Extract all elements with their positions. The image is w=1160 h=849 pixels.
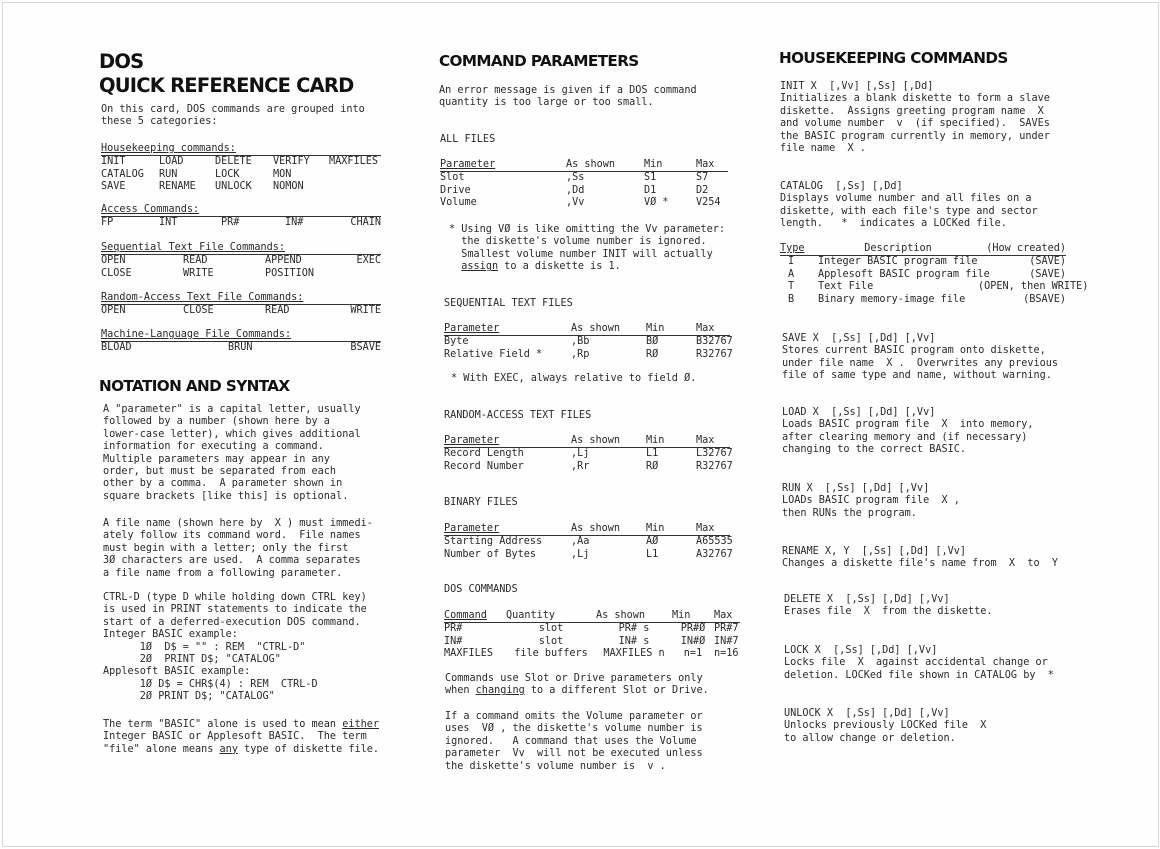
intro-text: On this card, DOS commands are grouped into these 5 categories: — [101, 104, 365, 128]
table-cell: IN#Ø — [680, 635, 706, 647]
table-cell: ,Dd — [566, 184, 585, 196]
table-cell: VØ * — [644, 197, 669, 209]
rename-entry: RENAME X, Y [,Ss] [,Dd] [,Vv] Changes a diskette file's name from X to Y — [782, 546, 1059, 570]
cmd-name — [329, 169, 381, 181]
dos-commands-label: DOS COMMANDS — [444, 584, 518, 595]
table-cell: file buffers — [514, 648, 588, 660]
table-cell: (SAVE) — [1029, 268, 1066, 280]
table-cell: IN# s — [618, 635, 650, 647]
table-cell: slot — [538, 623, 564, 635]
table-cell: IN# — [444, 635, 463, 647]
col-header: Parameter — [444, 323, 500, 334]
group-access — [101, 204, 381, 230]
col-header: Parameter — [444, 435, 500, 446]
table-cell: Number of Bytes — [444, 548, 537, 560]
table-cell: BØ — [646, 336, 659, 348]
table-cell: Starting Address — [444, 536, 543, 548]
table-cell: ,Ss — [566, 172, 585, 184]
cmd-name: BRUN — [228, 342, 253, 354]
table-cell: slot — [538, 635, 564, 647]
cmd-name: LOCK — [215, 168, 240, 180]
group-sequential — [101, 242, 381, 280]
col-header: Min — [646, 323, 665, 334]
cmd-name: EXEC — [356, 255, 381, 267]
table-cell: D2 — [696, 184, 709, 196]
card-title-line1: DOS — [99, 50, 144, 73]
dos-commands-table — [444, 610, 740, 661]
cmd-name: CHAIN — [350, 217, 381, 229]
col-header: As shown — [571, 435, 621, 446]
table-cell: (BSAVE) — [1023, 293, 1066, 305]
cmd-name: READ — [265, 305, 290, 317]
catalog-entry: CATALOG [,Ss] [,Dd] Displays volume number and all files on a diskette, with each file's type and sector length. * indicates a LOCKed file. — [780, 181, 1038, 230]
lock-entry: LOCK X [,Ss] [,Dd] [,Vv] Locks file X against accidental change or deletion. LOCKed file shown in CATALOG by * — [784, 645, 1054, 681]
table-cell: ,Rp — [571, 348, 590, 360]
table-cell: S7 — [696, 172, 709, 184]
table-cell: A32767 — [696, 548, 733, 560]
table-cell: Binary memory-image file — [818, 293, 966, 305]
col-header: Min — [646, 523, 665, 534]
table-cell: ,Rr — [571, 460, 590, 472]
col-header: Command — [444, 610, 487, 621]
cmd-name: CLOSE — [183, 305, 214, 317]
cmd-name: WRITE — [350, 305, 381, 317]
table-cell: (SAVE) — [1029, 256, 1066, 268]
cmd-name — [329, 181, 381, 193]
table-cell: ,Lj — [571, 448, 590, 460]
table-cell: A65535 — [696, 536, 733, 548]
file-type-table — [780, 243, 1089, 306]
cmd-name: LOAD — [159, 156, 184, 168]
table-cell: R32767 — [696, 348, 733, 360]
col-header: As shown — [571, 523, 621, 534]
table-cell: B32767 — [696, 336, 733, 348]
table-cell: L32767 — [696, 448, 733, 460]
table-cell: Volume — [440, 197, 477, 209]
cmd-name: POSITION — [265, 267, 315, 279]
group-random-access — [101, 292, 381, 318]
table-cell: ,Vv — [566, 197, 585, 209]
notation-heading: NOTATION AND SYNTAX — [99, 377, 290, 395]
notation-paragraph-2: A file name (shown here by X ) must immedi- ately follow its command word. File names must begin with a letter; only the first 3Ø characters are used. A comma separates a file name from a following parameter. — [103, 518, 373, 579]
col-header: Parameter — [440, 159, 496, 170]
col-header: Description — [864, 243, 932, 254]
col-header: Quantity — [506, 610, 556, 621]
table-cell: A — [788, 268, 795, 280]
table-cell: T — [788, 281, 795, 293]
table-cell: ,Bb — [571, 336, 590, 348]
volume-note: If a command omits the Volume parameter or uses VØ , the diskette's volume number is ignored. A command that uses the Volume parameter Vv will not be executed unless the diskette's volume number is v . — [445, 711, 703, 772]
table-cell: AØ — [646, 536, 659, 548]
col-header: Parameter — [444, 523, 500, 534]
cmd-name: APPEND — [265, 255, 302, 267]
table-cell: (OPEN, then WRITE) — [978, 281, 1089, 293]
table-cell: Relative Field * — [444, 348, 543, 360]
col-header: As shown — [596, 610, 646, 621]
col-header: Type — [780, 243, 805, 254]
col-header: (How created) — [986, 243, 1066, 254]
parameters-heading: COMMAND PARAMETERS — [439, 52, 639, 70]
group-heading: Random-Access Text File Commands: — [101, 292, 304, 303]
table-cell: R32767 — [696, 460, 733, 472]
table-cell: n=16 — [714, 648, 739, 660]
table-cell: RØ — [646, 348, 659, 360]
emphasis-assign: assign — [461, 261, 499, 273]
load-entry: LOAD X [,Ss] [,Dd] [,Vv] Loads BASIC program file X into memory, after clearing memory and (if necessary) changing to the correct BASIC. — [782, 407, 1034, 456]
cmd-name: INT — [159, 217, 178, 229]
table-cell: Integer BASIC program file — [818, 256, 978, 268]
cmd-name — [345, 268, 381, 280]
col-header: Max — [696, 159, 715, 170]
table-cell: Record Number — [444, 460, 524, 472]
table-cell: L1 — [646, 448, 659, 460]
slot-drive-note: Commands use Slot or Drive parameters only when changing to a different Slot or Drive. — [445, 673, 709, 697]
notation-paragraph-1: A "parameter" is a capital letter, usually followed by a number (shown here by a lower-case letter), which gives additional information for executing a command. Multiple parameters may appear in any order, but must be separated from each other by a comma. A parameter shown in square brackets [like this] is optional. — [103, 404, 361, 502]
cmd-name: WRITE — [183, 267, 214, 279]
table-cell: RØ — [646, 460, 659, 472]
reference-card — [2, 2, 1159, 847]
delete-entry: DELETE X [,Ss] [,Dd] [,Vv] Erases file X from the diskette. — [784, 594, 993, 618]
table-cell: IN#7 — [714, 635, 739, 647]
parameters-intro: An error message is given if a DOS command quantity is too large or too small. — [439, 85, 697, 109]
cmd-name: BLOAD — [101, 342, 132, 354]
random-access-table — [444, 435, 733, 473]
cmd-name: OPEN — [101, 255, 126, 267]
binary-files-table — [444, 523, 733, 561]
emphasis-either: either — [342, 719, 380, 730]
table-cell: B — [788, 293, 795, 305]
cmd-name: RUN — [159, 168, 178, 180]
cmd-name: OPEN — [101, 305, 126, 317]
emphasis-any: any — [219, 743, 238, 755]
cmd-name: READ — [183, 255, 208, 267]
cmd-name: UNLOCK — [215, 181, 252, 193]
table-cell: PR# — [444, 623, 463, 635]
table-cell: PR# s — [618, 623, 650, 635]
col-header: Max — [696, 523, 715, 534]
group-machine-language — [101, 329, 381, 355]
table-cell: S1 — [644, 172, 657, 184]
all-files-table — [440, 159, 728, 210]
emphasis-changing: changing — [475, 685, 525, 697]
table-cell: Byte — [444, 336, 469, 348]
random-access-label: RANDOM-ACCESS TEXT FILES — [444, 410, 592, 421]
housekeeping-heading: HOUSEKEEPING COMMANDS — [779, 49, 1008, 67]
group-housekeeping — [101, 143, 381, 194]
cmd-name: INIT — [101, 156, 126, 168]
col-header: As shown — [571, 323, 621, 334]
binary-files-label: BINARY FILES — [444, 497, 518, 508]
all-files-label: ALL FILES — [440, 134, 496, 145]
col-header: Max — [714, 610, 733, 621]
col-header: As shown — [566, 159, 616, 170]
table-cell: Drive — [440, 184, 471, 196]
col-header: Max — [696, 323, 715, 334]
table-cell: D1 — [644, 184, 657, 196]
group-heading: Housekeeping commands: — [101, 143, 236, 154]
group-heading: Machine-Language File Commands: — [101, 329, 292, 340]
notation-paragraph-3: CTRL-D (type D while holding down CTRL key) is used in PRINT statements to indicate the start of a deferred-execution DOS command. Integer BASIC example: 1Ø D$ = "" : REM "CTRL-D" 2Ø PRINT D$; "CATALOG" Applesoft BASIC example: 1Ø D$ = CHR$(4) : REM CTRL-D 2Ø PRINT D$; "CATALOG" — [103, 592, 367, 703]
unlock-entry: UNLOCK X [,Ss] [,Dd] [,Vv] Unlocks previously LOCKed file X to allow change or deletion. — [784, 708, 987, 744]
table-cell: Applesoft BASIC program file — [818, 268, 990, 280]
cmd-name: DELETE — [215, 156, 252, 168]
cmd-name: RENAME — [159, 181, 196, 193]
cmd-name: PR# — [221, 217, 240, 229]
cmd-name: IN# — [285, 217, 304, 229]
col-header: Min — [672, 610, 691, 621]
cmd-name: NOMON — [273, 181, 304, 193]
sequential-label: SEQUENTIAL TEXT FILES — [444, 298, 573, 309]
table-cell: PR#7 — [714, 623, 739, 635]
table-cell: MAXFILES — [444, 648, 494, 660]
table-cell: MAXFILES n — [603, 648, 665, 660]
group-heading: Sequential Text File Commands: — [101, 242, 286, 253]
sequential-note: * With EXEC, always relative to field Ø. — [451, 373, 697, 384]
save-entry: SAVE X [,Ss] [,Dd] [,Vv] Stores current BASIC program onto diskette, under file name X . Overwrites any previous file of same type and name, without warning. — [782, 333, 1059, 382]
sequential-table — [444, 323, 733, 361]
table-cell: Text File — [818, 281, 874, 293]
table-cell: Record Length — [444, 448, 524, 460]
cmd-name: CLOSE — [101, 267, 132, 279]
run-entry: RUN X [,Ss] [,Dd] [,Vv] LOADs BASIC program file X , then RUNs the program. — [782, 483, 960, 519]
table-cell: PR#Ø — [680, 623, 706, 635]
table-cell: ,Lj — [571, 548, 590, 560]
cmd-name: BSAVE — [350, 342, 381, 354]
table-cell: n=1 — [683, 648, 703, 660]
col-header: Min — [646, 435, 665, 446]
cmd-name: SAVE — [101, 181, 126, 193]
init-entry: INIT X [,Vv] [,Ss] [,Dd] Initializes a blank diskette to form a slave diskette. Assigns greeting program name X and volume number v (if specified). SAVEs the BASIC program currently in memory, under file name X . — [780, 81, 1050, 155]
notation-paragraph-4: The term "BASIC" alone is used to mean either Integer BASIC or Applesoft BASIC. The term "file" alone means any type of diskette file. — [103, 719, 380, 755]
col-header: Min — [644, 159, 663, 170]
table-cell: Slot — [440, 172, 465, 184]
all-files-note: * Using VØ is like omitting the Vv parameter: the diskette's volume number is ignored. Smallest volume number INIT will actually assign to a diskette is 1. — [449, 224, 726, 273]
table-cell: V254 — [696, 197, 721, 209]
cmd-name: MAXFILES — [329, 156, 379, 168]
cmd-name: VERIFY — [273, 156, 310, 168]
col-header: Max — [696, 435, 715, 446]
cmd-name: MON — [273, 168, 292, 180]
table-cell: I — [788, 256, 795, 268]
card-title-line2: QUICK REFERENCE CARD — [99, 74, 354, 97]
cmd-name: FP — [101, 217, 114, 229]
table-cell: ,Aa — [571, 536, 590, 548]
cmd-name: CATALOG — [101, 168, 144, 180]
table-cell: L1 — [646, 548, 659, 560]
group-heading: Access Commands: — [101, 204, 200, 215]
